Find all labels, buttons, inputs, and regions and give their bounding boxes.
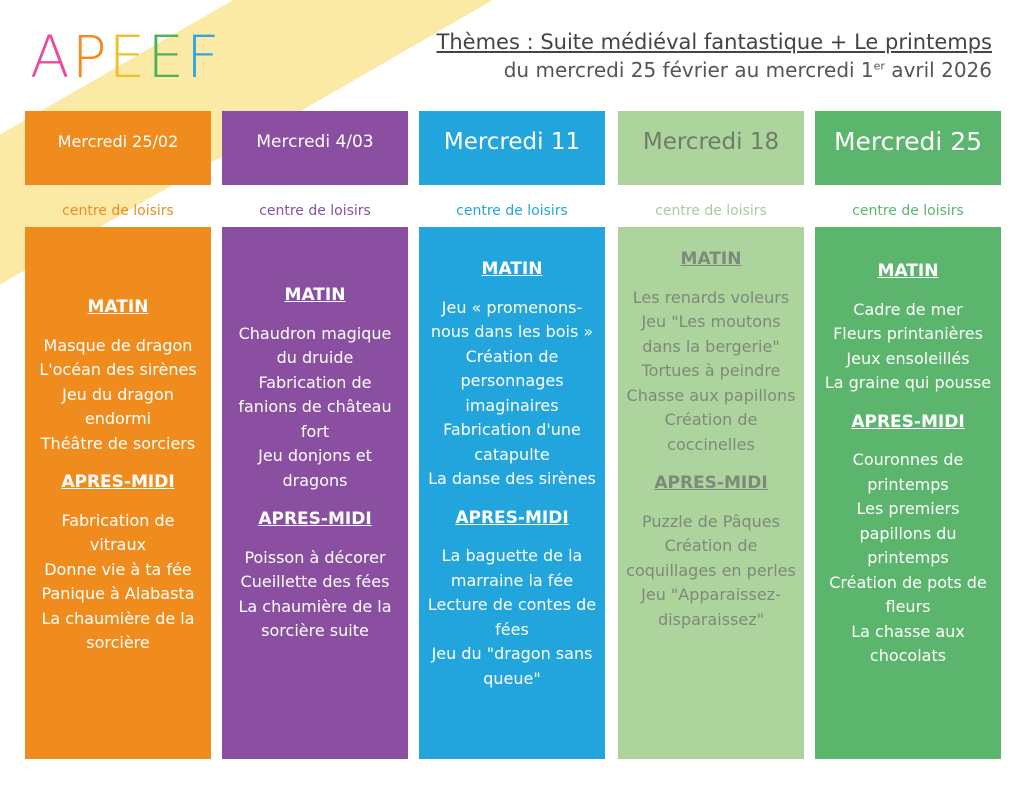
- activity-item: Masque de dragon: [43, 335, 193, 355]
- day-activities: [419, 227, 605, 759]
- activity-item: Fleurs printanières: [833, 324, 983, 343]
- apres-midi-heading: APRES-MIDI: [455, 507, 569, 528]
- centre-de-loisirs-label: centre de loisirs: [456, 203, 568, 219]
- activity-item: Tortues à peindre: [641, 361, 781, 380]
- matin-heading: MATIN: [877, 261, 939, 281]
- day-activities: [815, 227, 1001, 759]
- activity-item: La chaumière de la sorcière: [41, 608, 195, 652]
- apres-midi-heading: APRES-MIDI: [654, 473, 768, 493]
- activity-item: Jeu "Apparaissez-disparaissez": [641, 585, 781, 629]
- day-activities: [222, 227, 408, 759]
- activity-item: La chaumière de la sorcière suite: [238, 596, 392, 640]
- day-header: Mercredi 25/02: [25, 111, 211, 185]
- activity-item: Jeu donjons et dragons: [258, 446, 372, 490]
- activity-item: Panique à Alabasta: [41, 584, 195, 603]
- activity-item: La chasse aux chocolats: [851, 621, 965, 665]
- day-activities: [618, 227, 804, 759]
- activity-item: Jeu "Les moutons dans la bergerie": [641, 312, 781, 356]
- page-header: [437, 30, 992, 82]
- day-header: Mercredi 25: [815, 111, 1001, 185]
- matin-heading: MATIN: [284, 285, 346, 305]
- centre-de-loisirs-label: centre de loisirs: [259, 203, 371, 219]
- activity-item: Cadre de mer: [853, 299, 963, 319]
- activity-item: L'océan des sirènes: [39, 360, 197, 379]
- logo-letter: E: [108, 23, 148, 91]
- apres-midi-heading: APRES-MIDI: [851, 411, 965, 432]
- apres-midi-heading: APRES-MIDI: [258, 509, 372, 529]
- day-activities: [25, 227, 211, 759]
- activity-item: Création de personnages imaginaires: [460, 346, 564, 415]
- activity-item: Création de coccinelles: [664, 410, 758, 454]
- matin-heading: MATIN: [481, 259, 543, 279]
- logo-letter: A: [30, 23, 72, 91]
- activity-item: Jeu du dragon endormi: [62, 384, 174, 428]
- activity-item: La baguette de la marraine la fée: [441, 546, 583, 590]
- activity-item: Donne vie à ta fée: [44, 559, 192, 579]
- activity-item: La graine qui pousse: [824, 373, 992, 392]
- activity-item: Cueillette des fées: [240, 572, 390, 591]
- activity-item: Fabrication de vitraux: [61, 510, 175, 554]
- activity-item: Fabrication de fanions de château fort: [238, 372, 392, 441]
- activity-item: Création de coquillages en perles: [626, 536, 796, 580]
- logo-letter: F: [185, 23, 222, 91]
- apres-midi-heading: APRES-MIDI: [61, 472, 175, 492]
- page-title: Thèmes : Suite médiéval fantastique + Le printemps: [436, 30, 992, 54]
- activity-item: Jeux ensoleillés: [846, 348, 970, 368]
- activity-item: Fabrication d'une catapulte: [443, 420, 581, 464]
- centre-de-loisirs-label: centre de loisirs: [62, 203, 174, 219]
- day-header: Mercredi 4/03: [222, 111, 408, 185]
- activity-item: Jeu « promenons-nous dans les bois »: [430, 297, 594, 341]
- day-header: Mercredi 18: [618, 111, 804, 185]
- matin-heading: MATIN: [680, 249, 742, 269]
- activity-item: Les premiers papillons du printemps: [856, 499, 960, 567]
- activity-item: Couronnes de printemps: [852, 450, 964, 494]
- activity-item: Les renards voleurs: [632, 287, 790, 307]
- centre-de-loisirs-label: centre de loisirs: [852, 203, 964, 219]
- centre-de-loisirs-label: centre de loisirs: [655, 203, 767, 219]
- activity-item: Chaudron magique du druide: [238, 323, 392, 367]
- activity-item: Théâtre de sorciers: [40, 433, 196, 453]
- activity-item: La danse des sirènes: [428, 469, 596, 488]
- activity-item: Lecture de contes de fées: [427, 595, 597, 639]
- activity-item: Poisson à décorer: [244, 547, 386, 567]
- activity-item: Jeu du "dragon sans queue": [431, 644, 593, 688]
- date-range: du mercredi 25 février au mercredi 1er avril 2026: [503, 58, 992, 82]
- activity-item: Chasse aux papillons: [626, 385, 796, 405]
- activity-item: Création de pots de fleurs: [829, 572, 987, 616]
- apeef-logo: [30, 23, 222, 91]
- activity-item: Puzzle de Pâques: [642, 511, 780, 531]
- logo-letter: E: [147, 23, 186, 91]
- matin-heading: MATIN: [87, 297, 149, 317]
- logo-letter: P: [71, 23, 109, 91]
- day-header: Mercredi 11: [419, 111, 605, 185]
